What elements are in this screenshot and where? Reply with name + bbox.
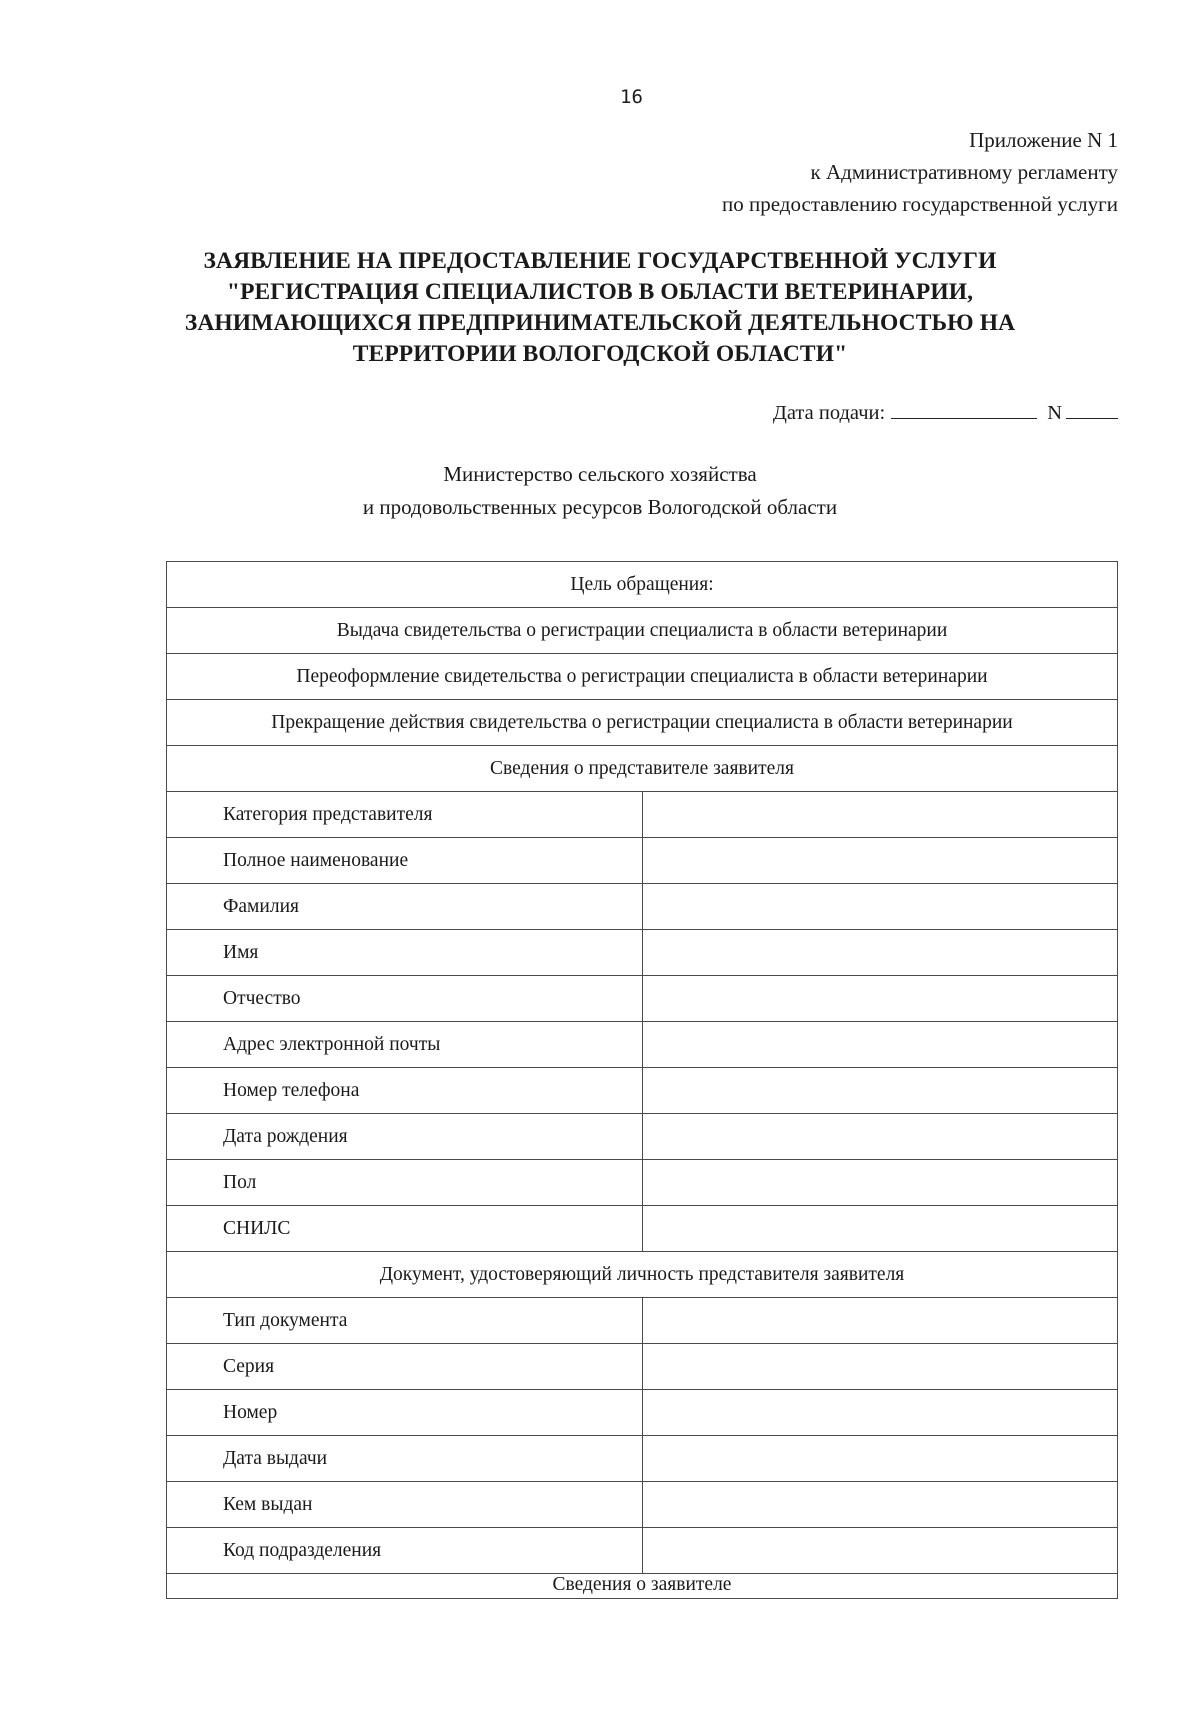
field-value-surname[interactable] (642, 884, 1118, 930)
application-form-table (166, 561, 1118, 1599)
document-title (150, 246, 1050, 370)
field-label-first-name: Имя (167, 930, 643, 976)
field-label-full-name: Полное наименование (167, 838, 643, 884)
field-value-patronymic[interactable] (642, 976, 1118, 1022)
field-value-first-name[interactable] (642, 930, 1118, 976)
table-row (167, 1022, 1118, 1068)
field-label-doc-series: Серия (167, 1344, 643, 1390)
table-row (167, 1574, 1118, 1599)
appendix-line-2: к Административному регламенту (810, 160, 1118, 184)
purpose-option-reissue[interactable]: Переоформление свидетельства о регистрации специалиста в области ветеринарии (167, 654, 1118, 700)
title-line-1: ЗАЯВЛЕНИЕ НА ПРЕДОСТАВЛЕНИЕ ГОСУДАРСТВЕННОЙ УСЛУГИ (203, 248, 997, 274)
field-value-issued-by[interactable] (642, 1482, 1118, 1528)
field-value-representative-category[interactable] (642, 792, 1118, 838)
submission-date-blank[interactable] (891, 400, 1037, 419)
appendix-note (722, 124, 1118, 220)
submission-number-blank[interactable] (1066, 400, 1118, 419)
table-row (167, 1482, 1118, 1528)
appendix-line-3: по предоставлению государственной услуги (722, 192, 1118, 216)
field-value-phone[interactable] (642, 1068, 1118, 1114)
field-label-surname: Фамилия (167, 884, 643, 930)
field-value-full-name[interactable] (642, 838, 1118, 884)
field-label-division-code: Код подразделения (167, 1528, 643, 1574)
submission-number-label: N (1047, 402, 1062, 424)
field-label-patronymic: Отчество (167, 976, 643, 1022)
table-row (167, 976, 1118, 1022)
table-row (167, 1068, 1118, 1114)
table-row (167, 1206, 1118, 1252)
table-row (167, 838, 1118, 884)
table-row (167, 746, 1118, 792)
field-label-phone: Номер телефона (167, 1068, 643, 1114)
purpose-option-issue[interactable]: Выдача свидетельства о регистрации специалиста в области ветеринарии (167, 608, 1118, 654)
purpose-option-termination[interactable]: Прекращение действия свидетельства о регистрации специалиста в области ветеринарии (167, 700, 1118, 746)
table-row (167, 654, 1118, 700)
field-value-issue-date[interactable] (642, 1436, 1118, 1482)
table-row (167, 1160, 1118, 1206)
table-row (167, 1344, 1118, 1390)
field-label-doc-number: Номер (167, 1390, 643, 1436)
field-value-division-code[interactable] (642, 1528, 1118, 1574)
field-label-doc-type: Тип документа (167, 1298, 643, 1344)
field-value-email[interactable] (642, 1022, 1118, 1068)
table-row (167, 700, 1118, 746)
field-value-doc-number[interactable] (642, 1390, 1118, 1436)
representative-section-header: Сведения о представителе заявителя (167, 746, 1118, 792)
field-label-representative-category: Категория представителя (167, 792, 643, 838)
table-row (167, 562, 1118, 608)
ministry-line-2: и продовольственных ресурсов Вологодской области (362, 495, 838, 519)
table-row (167, 930, 1118, 976)
page-number: 16 (620, 86, 643, 108)
title-line-2: "РЕГИСТРАЦИЯ СПЕЦИАЛИСТОВ В ОБЛАСТИ ВЕТЕРИНАРИИ, (226, 279, 974, 305)
field-label-email: Адрес электронной почты (167, 1022, 643, 1068)
field-value-sex[interactable] (642, 1160, 1118, 1206)
table-row (167, 1298, 1118, 1344)
field-value-birth-date[interactable] (642, 1114, 1118, 1160)
purpose-header: Цель обращения: (167, 562, 1118, 608)
field-value-doc-type[interactable] (642, 1298, 1118, 1344)
field-value-snils[interactable] (642, 1206, 1118, 1252)
table-row (167, 1528, 1118, 1574)
identity-doc-section-header: Документ, удостоверяющий личность представителя заявителя (167, 1252, 1118, 1298)
field-label-issue-date: Дата выдачи (167, 1436, 643, 1482)
title-line-4: ТЕРРИТОРИИ ВОЛОГОДСКОЙ ОБЛАСТИ" (352, 341, 848, 367)
field-value-doc-series[interactable] (642, 1344, 1118, 1390)
table-row (167, 1390, 1118, 1436)
appendix-line-1: Приложение N 1 (969, 128, 1118, 152)
table-row (167, 1252, 1118, 1298)
table-row (167, 1114, 1118, 1160)
title-line-3: ЗАНИМАЮЩИХСЯ ПРЕДПРИНИМАТЕЛЬСКОЙ ДЕЯТЕЛЬНОСТЬЮ НА (184, 310, 1016, 336)
ministry-addressee (250, 458, 950, 524)
applicant-section-header: Сведения о заявителе (167, 1574, 1118, 1599)
field-label-sex: Пол (167, 1160, 643, 1206)
field-label-snils: СНИЛС (167, 1206, 643, 1252)
table-row (167, 884, 1118, 930)
submission-date-label: Дата подачи: (772, 402, 886, 424)
table-row (167, 792, 1118, 838)
submission-line (773, 400, 1118, 425)
table-row (167, 1436, 1118, 1482)
field-label-birth-date: Дата рождения (167, 1114, 643, 1160)
table-row (167, 608, 1118, 654)
field-label-issued-by: Кем выдан (167, 1482, 643, 1528)
ministry-line-1: Министерство сельского хозяйства (443, 462, 757, 486)
